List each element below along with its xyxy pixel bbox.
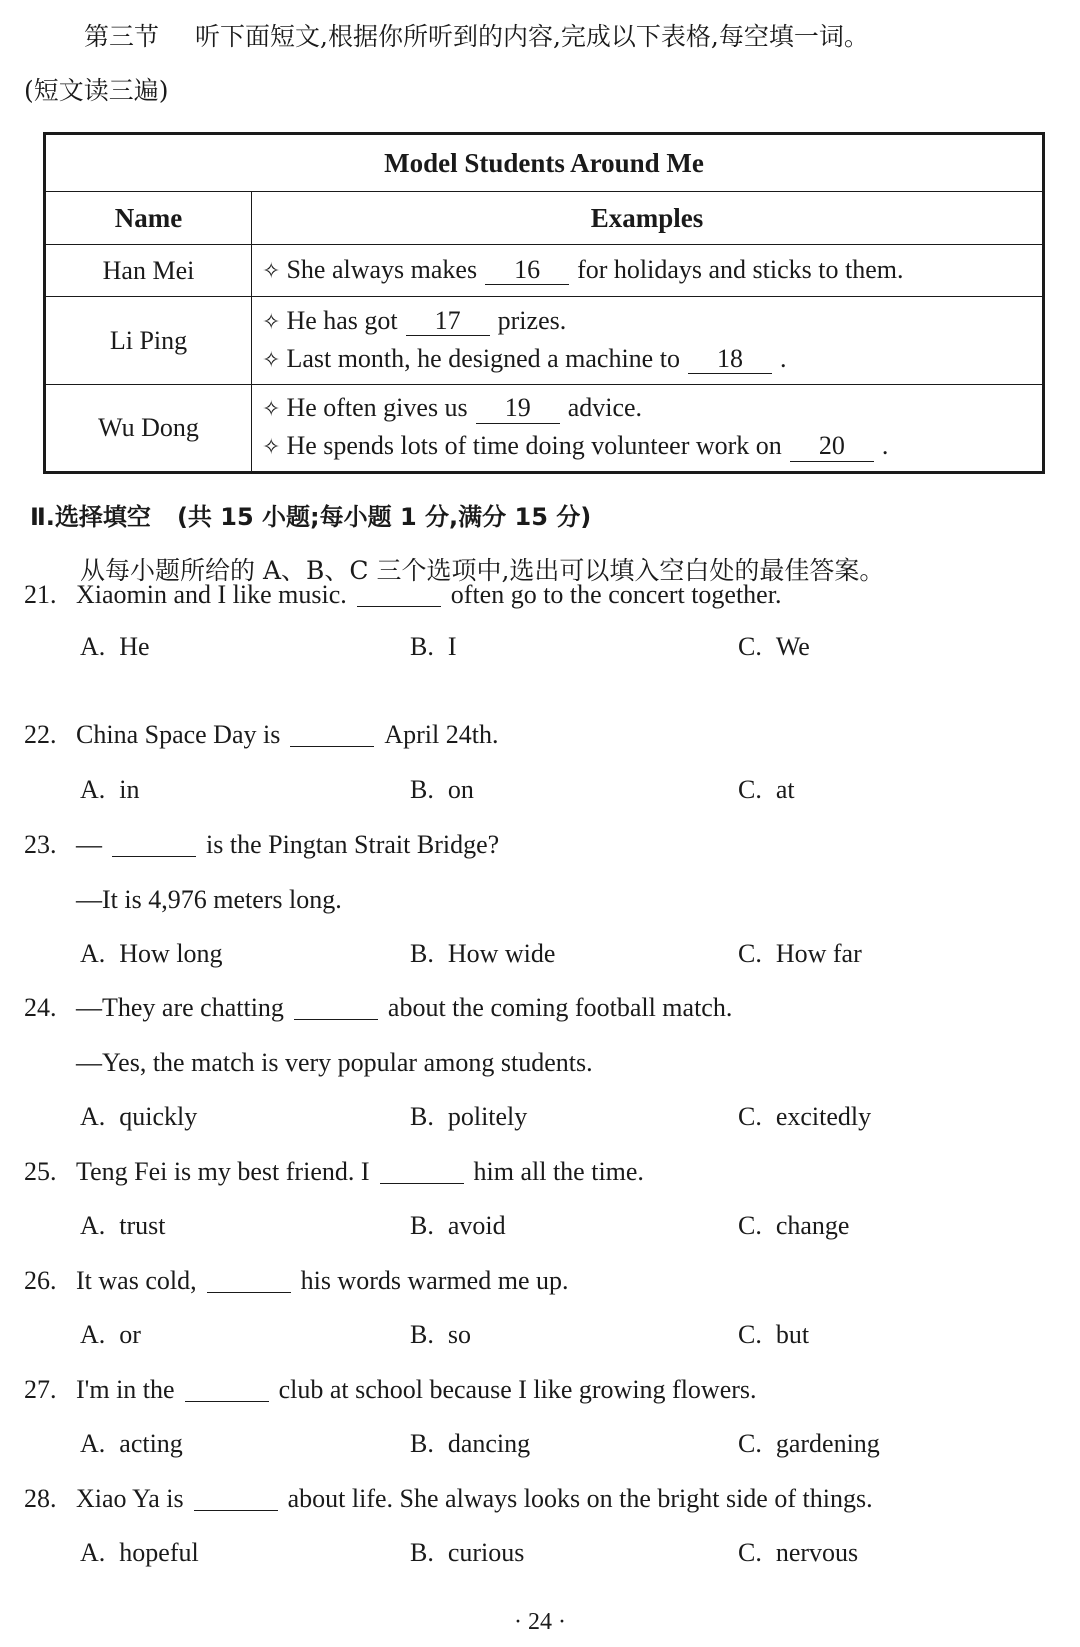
question-text: him all the time. [473,1157,644,1186]
example-line [262,341,1042,379]
option-letter: C. [738,1538,762,1567]
examples-cell [252,297,1044,385]
option-letter: A. [80,1102,106,1131]
option-text: gardening [775,1429,880,1458]
question-number: 28. [24,1484,57,1513]
question-26 [24,1268,569,1294]
question-text: Xiaomin and I like music. [76,580,347,609]
answer-blank-18[interactable]: 18 [688,345,772,375]
question-text: It was cold, [76,1266,197,1295]
dialogue-reply: —It is 4,976 meters long. [76,885,342,914]
section-note: (短文读三遍) [24,76,169,105]
option-b[interactable] [410,1104,527,1130]
student-name: Han Mei [45,245,252,297]
part2-title: Ⅱ.选择填空 [30,503,151,531]
option-letter: A. [80,1538,106,1567]
option-letter: A. [80,632,106,661]
option-text: I [447,632,457,661]
option-c[interactable] [738,941,862,967]
section-label: 第三节 [84,22,160,51]
question-number: 25. [24,1157,57,1186]
question-number: 22. [24,720,57,749]
option-text: curious [447,1538,525,1567]
question-blank[interactable] [112,834,196,857]
option-text: He [119,632,150,661]
option-b[interactable] [410,1431,530,1457]
option-text: dancing [447,1429,531,1458]
question-text: I'm in the [76,1375,175,1404]
option-c[interactable] [738,1322,809,1348]
example-text: . [779,343,787,373]
question-text: —They are chatting [76,993,284,1022]
question-blank[interactable] [290,724,374,747]
option-c[interactable] [738,1213,849,1239]
example-line [262,303,1042,341]
example-text: He has got [286,305,398,335]
option-text: How long [119,939,223,968]
examples-cell [252,385,1044,473]
option-letter: A. [80,1429,106,1458]
example-text: Last month, he designed a machine to [286,343,680,373]
question-22 [24,722,498,748]
four-point-star-icon: ✧ [262,309,281,335]
option-b[interactable] [410,941,555,967]
option-letter: C. [738,1102,762,1131]
four-point-star-icon: ✧ [262,435,281,460]
student-name: Wu Dong [45,385,252,473]
option-a[interactable] [80,1431,183,1457]
question-text: — [76,830,102,859]
option-b[interactable] [410,1213,506,1239]
option-letter: A. [80,1320,106,1349]
four-point-star-icon: ✧ [262,397,281,422]
question-text: about the coming football match. [387,993,733,1022]
question-text: China Space Day is [76,720,281,749]
question-number: 21. [24,580,57,609]
option-text: trust [119,1211,166,1240]
question-text: Teng Fei is my best friend. I [76,1157,370,1186]
table-row [45,245,1044,297]
option-c[interactable] [738,634,810,660]
option-c[interactable] [738,1540,858,1566]
option-letter: C. [738,1320,762,1349]
option-letter: B. [410,1211,434,1240]
option-letter: C. [738,632,762,661]
question-blank[interactable] [194,1488,278,1511]
option-text: acting [119,1429,183,1458]
examples-cell [252,245,1044,297]
option-letter: A. [80,1211,106,1240]
option-text: in [119,775,140,804]
option-text: at [775,775,795,804]
question-text: Xiao Ya is [76,1484,184,1513]
option-a[interactable] [80,1104,197,1130]
question-text: often go to the concert together. [450,580,782,609]
student-name: Li Ping [45,297,252,385]
question-blank[interactable] [357,584,441,607]
example-text: advice. [567,393,643,422]
question-text: is the Pingtan Strait Bridge? [206,830,500,859]
option-letter: B. [410,1538,434,1567]
option-c[interactable] [738,1104,871,1130]
option-b[interactable] [410,634,457,660]
table-title: Model Students Around Me [45,134,1044,192]
example-text: for holidays and sticks to them. [577,254,904,284]
option-text: How far [775,939,862,968]
question-text: club at school because I like growing flowers. [278,1375,757,1404]
question-blank[interactable] [380,1161,464,1184]
option-letter: B. [410,1429,434,1458]
option-text: so [447,1320,471,1349]
option-letter: B. [410,1320,434,1349]
dialogue-reply: —Yes, the match is very popular among students. [76,1048,593,1077]
table-row [45,385,1044,473]
option-letter: C. [738,1211,762,1240]
four-point-star-icon: ✧ [262,347,281,373]
column-header-examples: Examples [252,192,1044,245]
question-text: April 24th. [384,720,499,749]
option-letter: C. [738,1429,762,1458]
part2-heading [30,505,591,529]
example-line [262,428,1042,466]
option-text: on [447,775,474,804]
option-a[interactable] [80,1540,199,1566]
option-c[interactable] [738,777,795,803]
part2-score: (共 15 小题;每小题 1 分,满分 15 分) [176,503,592,531]
option-text: but [775,1320,810,1349]
option-a[interactable] [80,941,223,967]
section-heading [84,24,869,49]
option-a[interactable] [80,777,140,803]
option-text: hopeful [119,1538,199,1567]
question-text: his words warmed me up. [300,1266,569,1295]
option-c[interactable] [738,1431,880,1457]
answer-blank-16[interactable]: 16 [485,256,569,286]
question-23 [24,832,499,858]
question-24 [24,995,732,1021]
model-students-table [43,132,1045,474]
option-text: quickly [119,1102,198,1131]
option-b[interactable] [410,1322,471,1348]
question-25 [24,1159,644,1185]
option-letter: B. [410,632,434,661]
option-letter: C. [738,775,762,804]
example-text: He spends lots of time doing volunteer work on [286,431,782,460]
example-text: He often gives us [286,393,468,422]
option-letter: B. [410,775,434,804]
section-instruction: 听下面短文,根据你所听到的内容,完成以下表格,每空填一词。 [195,22,869,51]
option-letter: A. [80,775,106,804]
question-number: 24. [24,993,57,1022]
part2-instruction: 从每小题所给的 A、B、C 三个选项中,选出可以填入空白处的最佳答案。 [80,556,885,585]
question-number: 27. [24,1375,57,1404]
question-number: 23. [24,830,57,859]
example-text: . [881,431,889,460]
option-a[interactable] [80,634,150,660]
option-text: excitedly [775,1102,872,1131]
question-blank[interactable] [294,997,378,1020]
option-text: avoid [447,1211,506,1240]
example-line [262,390,1042,428]
option-text: We [775,632,810,661]
example-text: prizes. [497,305,567,335]
option-text: How wide [447,939,556,968]
column-header-name: Name [45,192,252,245]
option-b[interactable] [410,1540,524,1566]
four-point-star-icon: ✧ [262,258,281,284]
option-a[interactable] [80,1322,141,1348]
question-text: about life. She always looks on the bright side of things. [287,1484,873,1513]
example-text: She always makes [286,254,478,284]
question-27 [24,1377,757,1403]
option-text: politely [447,1102,528,1131]
question-21 [24,582,781,608]
option-letter: B. [410,1102,434,1131]
answer-blank-19[interactable]: 19 [476,394,560,424]
table-row [45,297,1044,385]
example-line [262,252,1042,290]
question-number: 26. [24,1266,57,1295]
option-a[interactable] [80,1213,166,1239]
option-text: or [119,1320,141,1349]
question-blank[interactable] [185,1379,269,1402]
question-blank[interactable] [207,1270,291,1293]
page-number: · 24 · [514,1609,566,1635]
answer-blank-17[interactable]: 17 [406,307,490,337]
option-letter: A. [80,939,106,968]
option-b[interactable] [410,777,474,803]
answer-blank-20[interactable]: 20 [790,432,874,462]
option-letter: B. [410,939,434,968]
option-text: change [775,1211,850,1240]
option-letter: C. [738,939,762,968]
option-text: nervous [775,1538,859,1567]
question-28 [24,1486,873,1512]
